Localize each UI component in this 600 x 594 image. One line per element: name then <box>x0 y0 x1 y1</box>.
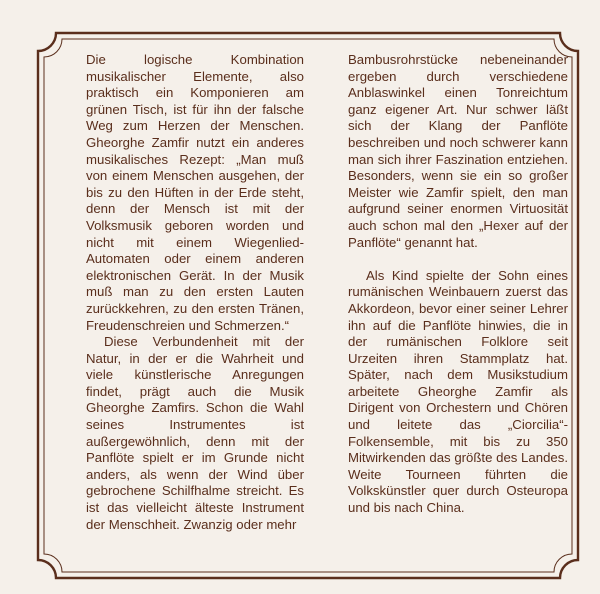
paragraph-left-2: Diese Verbundenheit mit der Natur, in der er die Wahrheit und viele künstlerische Anregungen findet, prägt auch die Musik Gheorghe Zamfirs. Schon die Wahl seines Instrumentes ist außergewöhnlich, denn mit der Panflöte spielt er im Grunde nicht anders, als wenn der Wind über gebrochene Schilfhalme streicht. Es ist das vielleicht älteste Instrument der Menschheit. Zwanzig oder mehr <box>86 334 304 532</box>
right-text-column <box>348 52 568 517</box>
left-text-column <box>86 52 304 533</box>
paragraph-left-1: Die logische Kombination musikalischer Elemente, also praktisch ein Komponieren am grünen Tisch, ist für ihn der falsche Weg zum Herzen der Menschen. Gheorghe Zamfir nutzt ein anderes musikalisches Rezept: „Man muß von einem Menschen ausgehen, der bis zu den Hüften in der Erde steht, denn der Mensch ist mit der Volksmusik geboren worden und nicht mit einem Wiegenlied-Automaten oder einem anderen elektronischen Gerät. In der Musik muß man zu den ersten Lauten zurückkehren, zu den ersten Tränen, Freudenschreien und Schmerzen.“ <box>86 52 304 333</box>
paragraph-right-1: Bambusrohrstücke nebeneinander ergeben durch verschiedene Anblaswinkel einen Tonreichtum ganz eigener Art. Nur schwer läßt sich der Klang der Panflöte beschreiben und noch schwerer kann man sich ihrer Faszination entziehen. Besonders, wenn sie ein so großer Meister wie Zamfir spielt, den man aufgrund seiner enormen Virtuosität auch schon mal den „Hexer auf der Panflöte“ genannt hat. <box>348 52 568 250</box>
paragraph-right-2: Als Kind spielte der Sohn eines rumänischen Weinbauern zuerst das Akkordeon, bevor einer seiner Lehrer ihn auf die Panflöte hinwies, die in der rumänischen Folklore seit Urzeiten ihren Stammplatz hat. Später, nach dem Musikstudium arbeitete Gheorghe Zamfir als Dirigent von Orchestern und Chören und leitete das „Ciorcilia“-Folkensemble, mit bis zu 350 Mitwirkenden das größte des Landes. Weite Tourneen führten die Volkskünstler quer durch Osteuropa und bis nach China. <box>348 267 568 516</box>
